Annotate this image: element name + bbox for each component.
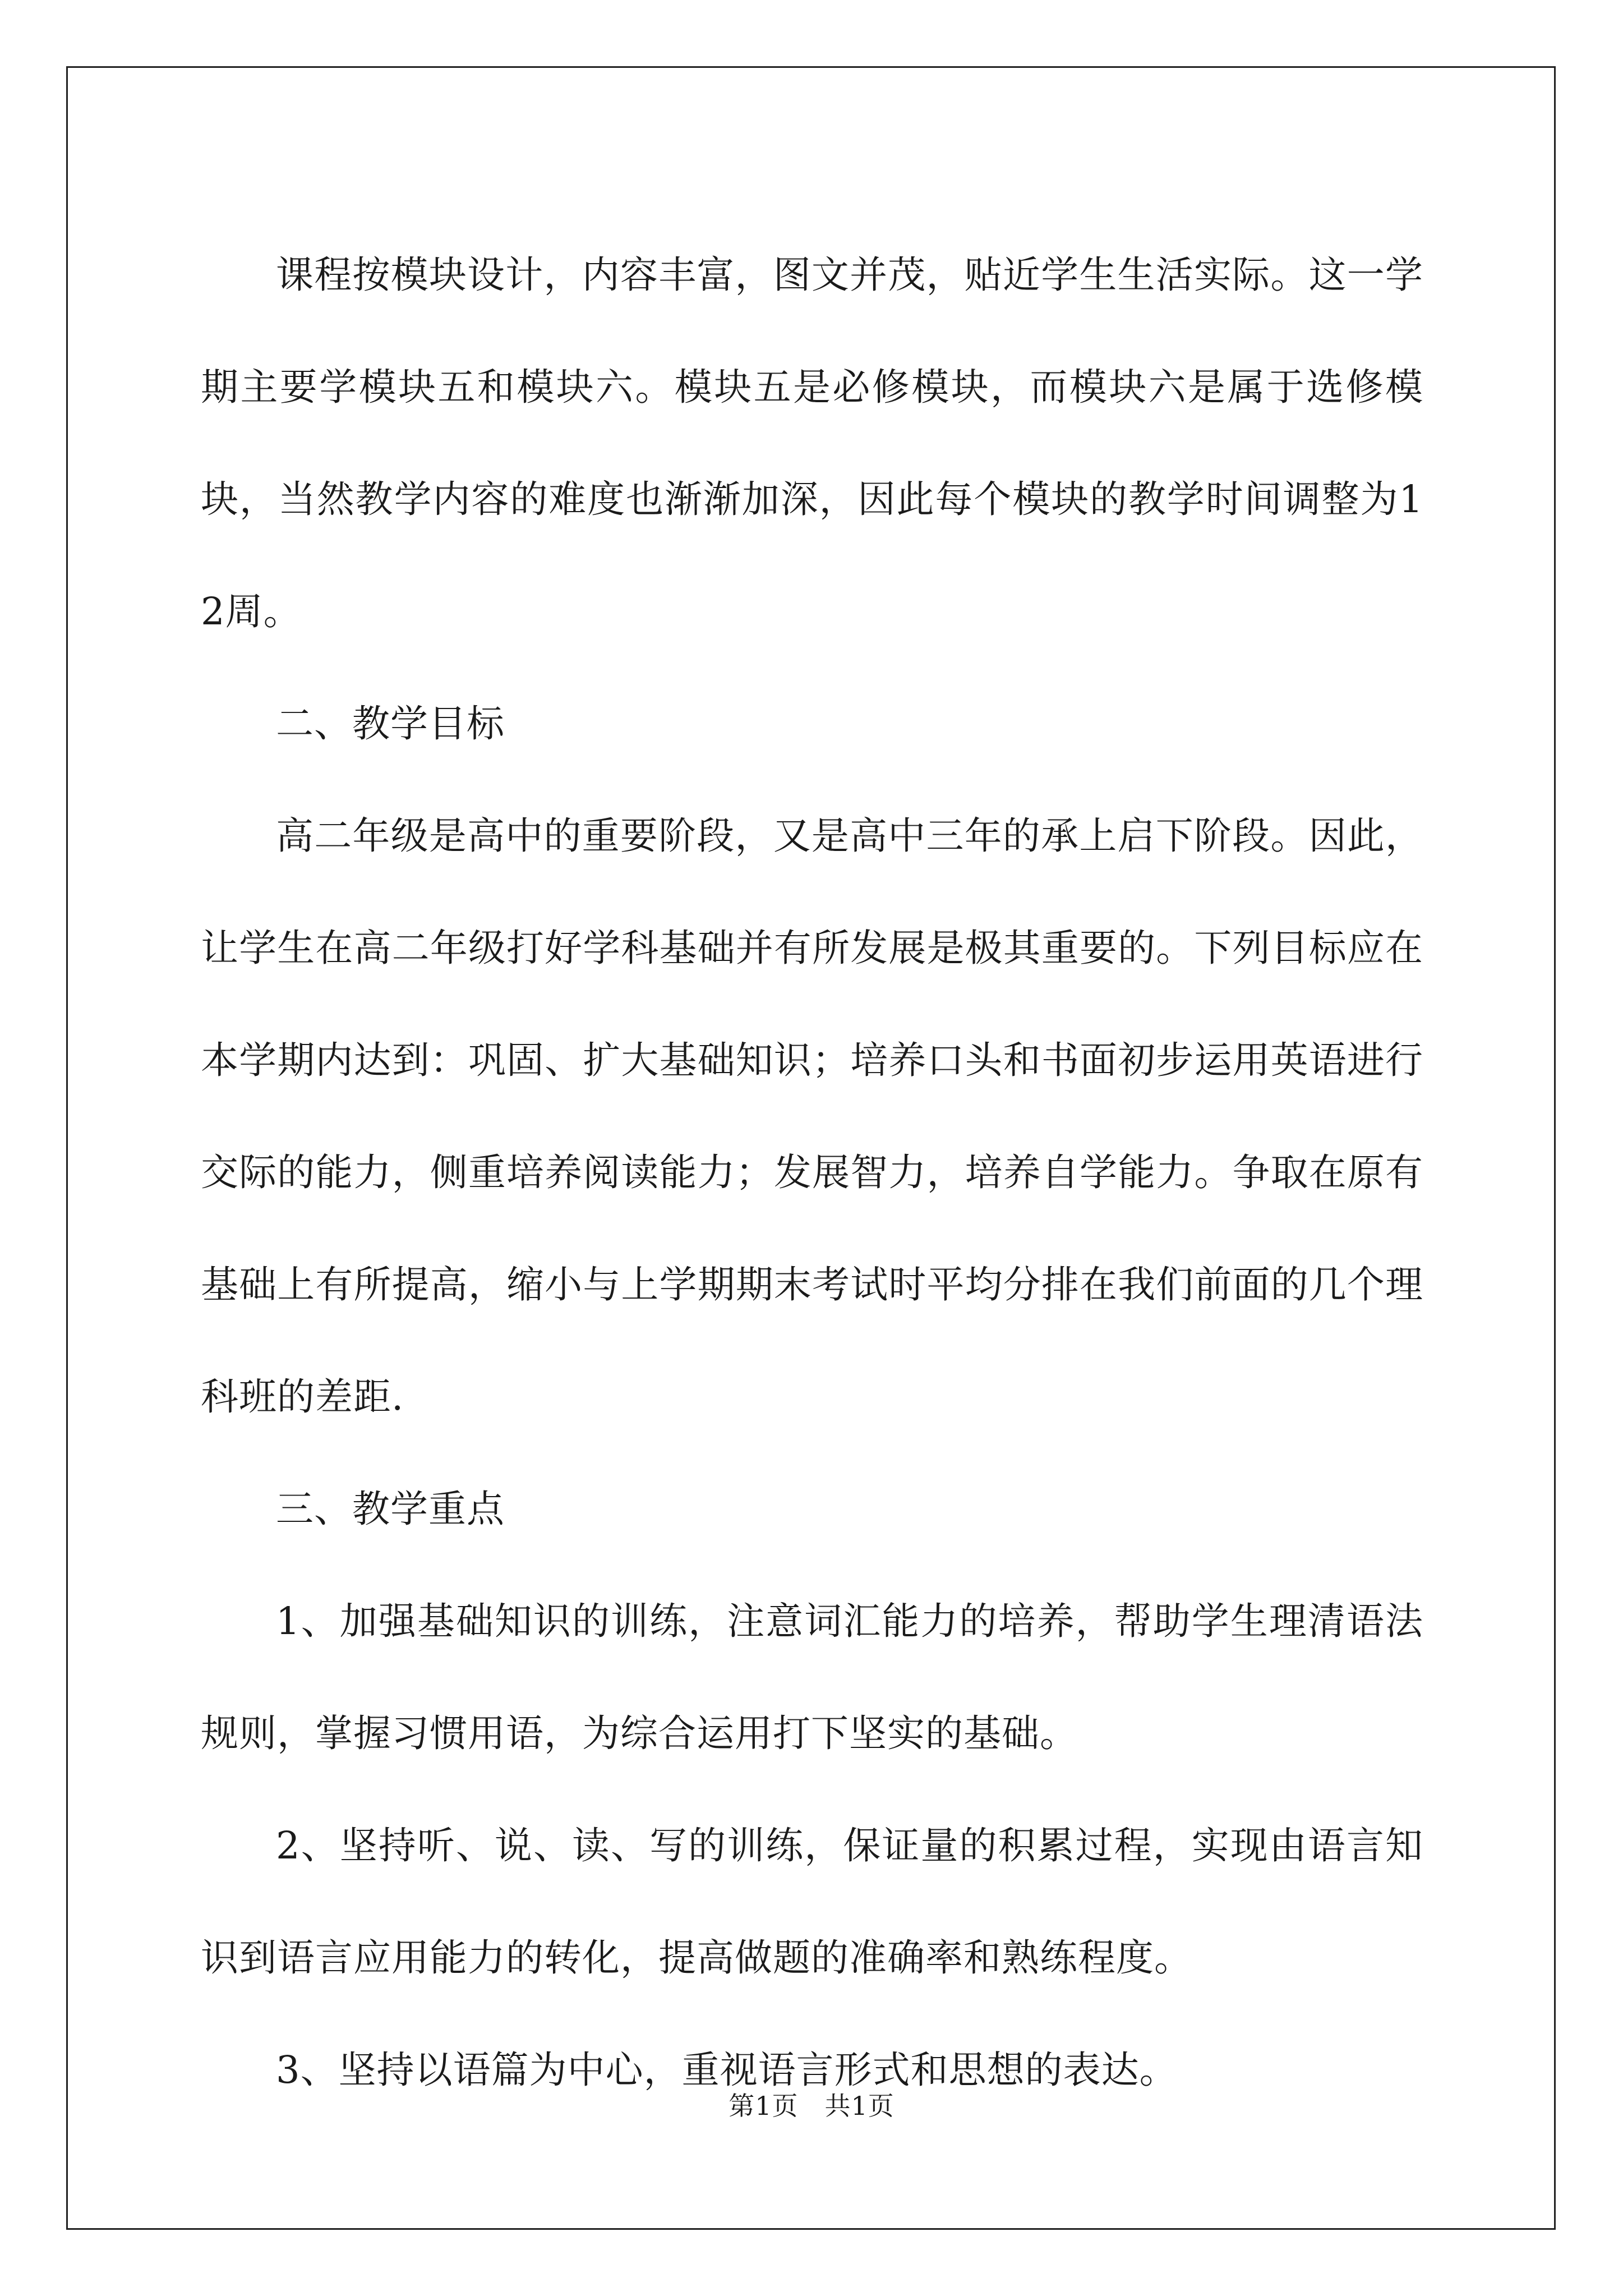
paragraph-focus-1: 1、加强基础知识的训练，注意词汇能力的培养，帮助学生理清语法规则，掌握习惯用语，为综合运用打下坚实的基础。: [201, 1599, 1423, 1755]
paragraph-intro: 课程按模块设计，内容丰富，图文并茂，贴近学生生活实际。这一学期主要学模块五和模块六。模块五是必修模块，而模块六是属于选修模块，当然教学内容的难度也渐渐加深，因此每个模块的教学时间调整为12周。: [201, 253, 1423, 633]
heading-teaching-focus: 三、教学重点: [276, 1487, 505, 1531]
paragraph-focus-3: 3、坚持以语篇为中心，重视语言形式和思想的表达。: [276, 2048, 1178, 2092]
page-footer: 第1页 共1页: [728, 2091, 895, 2121]
document-body: [201, 219, 1423, 2126]
heading-teaching-goals: 二、教学目标: [276, 702, 505, 746]
paragraph-focus-2: 2、坚持听、说、读、写的训练，保证量的积累过程，实现由语言知识到语言应用能力的转化，提高做题的准确率和熟练程度。: [201, 1824, 1423, 1980]
paragraph-teaching-goals: 高二年级是高中的重要阶段，又是高中三年的承上启下阶段。因此，让学生在高二年级打好学科基础并有所发展是极其重要的。下列目标应在本学期内达到：巩固、扩大基础知识；培养口头和书面初步运用英语进行交际的能力，侧重培养阅读能力；发展智力，培养自学能力。争取在原有基础上有所提高，缩小与上学期期末考试时平均分排在我们前面的几个理科班的差距.: [201, 814, 1423, 1419]
